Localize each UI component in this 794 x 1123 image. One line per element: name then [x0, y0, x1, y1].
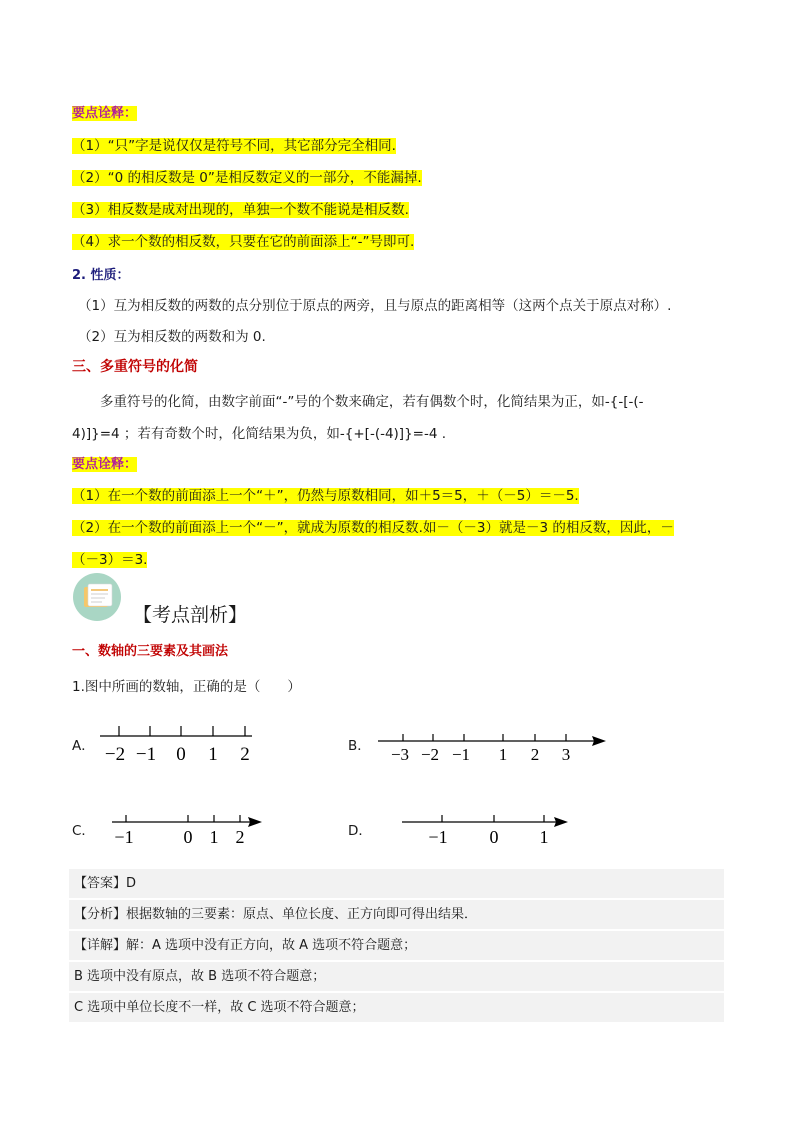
tick-label: 1	[539, 827, 549, 847]
tick-label: 1	[208, 744, 218, 765]
tick-label: 1	[498, 745, 508, 764]
note-item-text: （3）相反数是成对出现的，单独一个数不能说是相反数.	[72, 202, 409, 218]
note-item	[72, 230, 414, 250]
detail-line: C 选项中单位长度不一样，故 C 选项不符合题意；	[69, 993, 724, 1023]
option-label: D．	[348, 823, 372, 839]
subheading: 一、数轴的三要素及其画法	[72, 644, 229, 659]
option-label: C．	[72, 823, 95, 839]
tick-label: −2	[420, 745, 440, 764]
section-heading: 三、多重符号的化简	[72, 359, 198, 375]
note-item	[72, 484, 579, 504]
note-item-text: （1）“只”字是说仅仅是符号不同，其它部分完全相同.	[72, 138, 396, 154]
number-line-c	[112, 810, 264, 850]
section-paragraph-line: 多重符号的化简，由数字前面“-”号的个数来确定，若有偶数个时，化简结果为正，如-{-[-(-	[100, 394, 644, 410]
property-item: （1）互为相反数的两数的点分别位于原点的两旁，且与原点的距离相等（这两个点关于原点对称）.	[78, 298, 672, 314]
tick-label: −1	[114, 827, 134, 847]
note-item	[72, 516, 674, 536]
number-line-b	[378, 728, 608, 768]
note-item	[72, 134, 396, 154]
question-text: 1.图中所画的数轴，正确的是（ ）	[72, 679, 301, 695]
option-label: A．	[72, 738, 95, 754]
document-icon	[72, 572, 122, 622]
answer-line: 【答案】D	[69, 869, 724, 899]
number-line-d	[402, 810, 572, 850]
note-item	[72, 166, 422, 186]
property-heading: 2. 性质：	[72, 268, 130, 283]
analysis-title-text: 【考点剖析】	[133, 604, 248, 626]
tick-label: 2	[235, 827, 245, 847]
tick-label: −1	[428, 827, 448, 847]
property-item: （2）互为相反数的两数和为 0.	[78, 329, 266, 345]
tick-label: 0	[176, 744, 186, 765]
note-item-text: （2）“0 的相反数是 0”是相反数定义的一部分，不能漏掉.	[72, 170, 422, 186]
note-item-text: （2）在一个数的前面添上一个“－”，就成为原数的相反数.如－（－3）就是－3 的相反数，因此，－	[72, 520, 674, 536]
tick-label: 2	[240, 744, 250, 765]
note-item	[72, 198, 409, 218]
detail-line: 【详解】解：A 选项中没有正方向，故 A 选项不符合题意；	[69, 931, 724, 961]
tick-label: −3	[390, 745, 410, 764]
tick-label: −1	[451, 745, 471, 764]
tick-label: 0	[183, 827, 193, 847]
note-item-text: （－3）＝3.	[72, 552, 148, 568]
note-item-text: （1）在一个数的前面添上一个“＋”，仍然与原数相同，如＋5＝5，＋（－5）＝－5.	[72, 488, 579, 504]
tick-label: 0	[489, 827, 499, 847]
analysis-line: 【分析】根据数轴的三要素：原点、单位长度、正方向即可得出结果．	[69, 900, 724, 930]
notes-heading	[72, 453, 137, 472]
tick-label: 2	[530, 745, 540, 764]
notes-heading-text: 要点诠释：	[72, 457, 138, 472]
tick-label: 1	[209, 827, 219, 847]
tick-label: −2	[104, 744, 126, 765]
tick-label: −1	[135, 744, 157, 765]
number-line-a	[100, 718, 260, 768]
notes-heading-text: 要点诠释：	[72, 106, 138, 121]
note-item-text: （4）求一个数的相反数，只要在它的前面添上“-”号即可.	[72, 234, 415, 250]
notes-heading	[72, 102, 137, 121]
analysis-title	[133, 600, 247, 627]
detail-line: B 选项中没有原点，故 B 选项不符合题意；	[69, 962, 724, 992]
option-label: B．	[348, 738, 371, 754]
section-paragraph-line: 4)]}=4 ；若有奇数个时，化简结果为负，如-{+[-(-4)]}=-4 .	[72, 426, 447, 442]
note-item	[72, 548, 147, 568]
tick-label: 3	[561, 745, 571, 764]
